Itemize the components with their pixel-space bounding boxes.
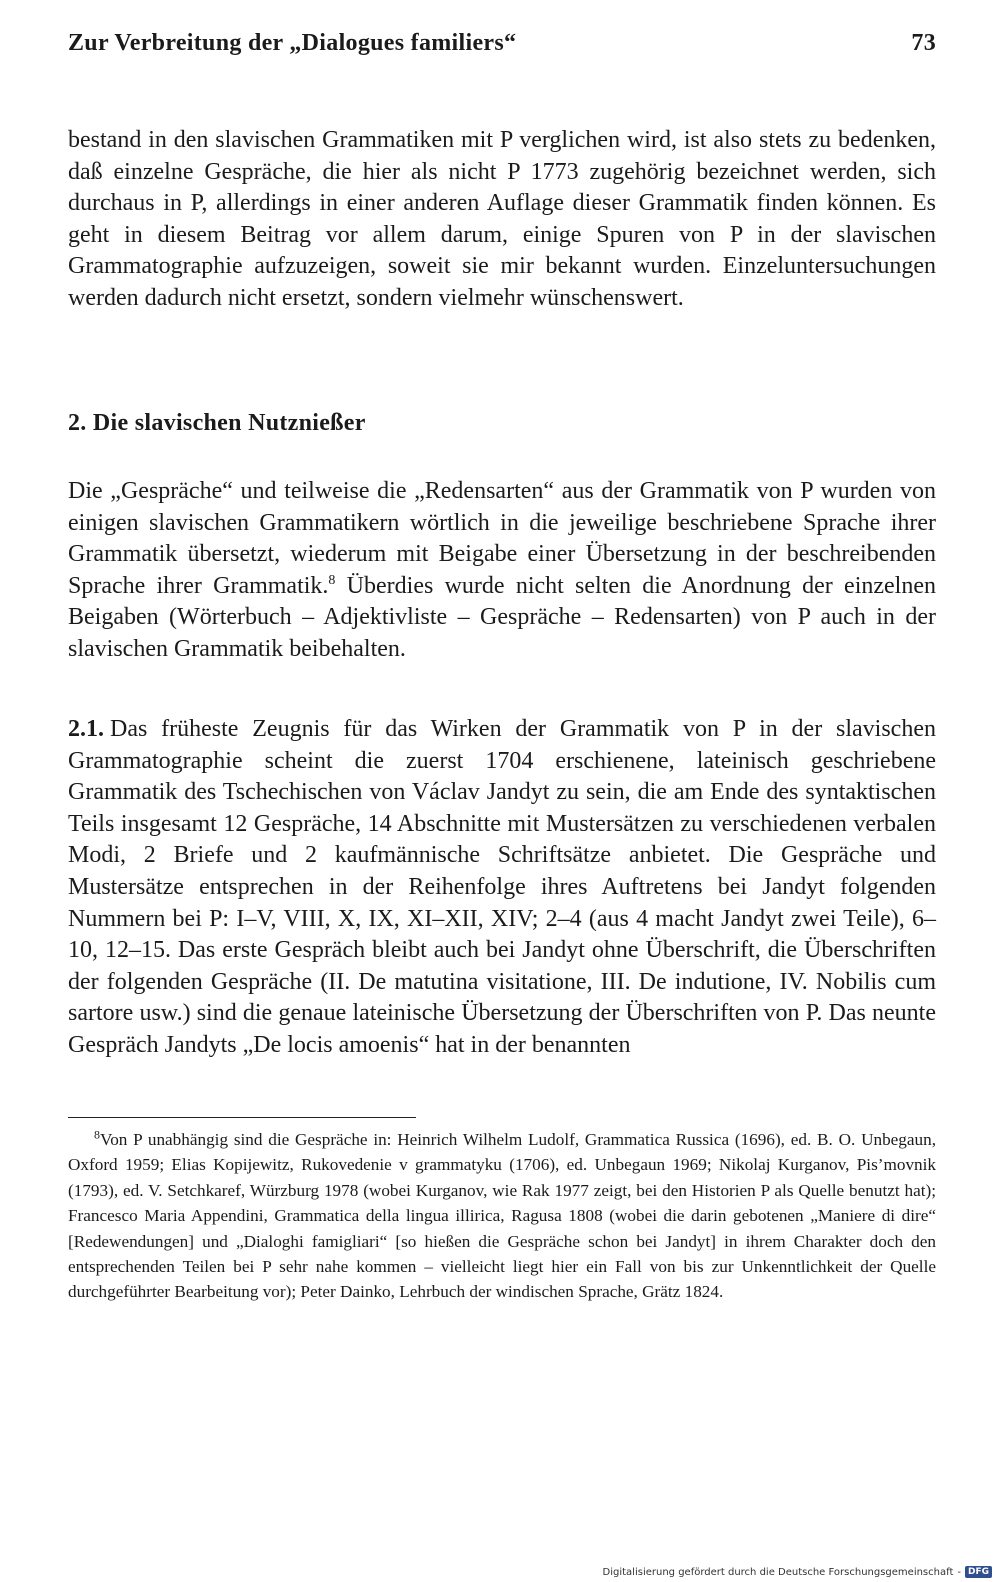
section-heading: 2. Die slavischen Nutznießer [68, 410, 366, 436]
page-number: 73 [911, 30, 936, 56]
digitization-credit: Digitalisierung gefördert durch die Deutsche Forschungsgemeinschaft - DFG [603, 1566, 992, 1578]
digitization-credit-text: Digitalisierung gefördert durch die Deutsche Forschungsgemeinschaft [602, 1566, 954, 1578]
paragraph-section-2-text: Die „Gespräche“ und teilweise die „Redensarten“ aus der Grammatik von P wurden von einigen slavischen Grammatikern wörtlich in die jeweilige beschriebene Sprache ihrer Grammatik übersetzt, wiederum mit Beigabe einer Übersetzung in der beschreibenden Sprache ihrer Grammatik. [68, 478, 936, 599]
dfg-logo: DFG [965, 1566, 992, 1578]
paragraph-section-2-1 [68, 714, 936, 1062]
paragraph-section-2-text-continued: Überdies wurde nicht selten die Anordnung der einzelnen Beigaben (Wörterbuch – Adjektivliste – Gespräche – Redensarten) von P auch in der slavischen Grammatik beibehalten. [68, 572, 936, 662]
footnote-reference: 8 [328, 572, 336, 588]
running-header [68, 30, 936, 57]
footnote-number: 8 [94, 1127, 100, 1142]
subsection-number: 2.1. [68, 716, 104, 742]
footnote-divider [68, 1117, 416, 1118]
footnote [68, 1127, 936, 1305]
paragraph-section-2-1-text: Das früheste Zeugnis für das Wirken der Grammatik von P in der slavischen Grammatographie scheint die zuerst 1704 erschienene, lateinisch geschriebene Grammatik des Tschechischen von Václav Jandyt zu sein, die am Ende des syntaktischen Teils insgesamt 12 Gespräche, 14 Abschnitte mit Mustersätzen zu verschiedenen verbalen Modi, 2 Briefe und 2 kaufmännische Schriftsätze anbietet. Die Gespräche und Mustersätze entsprechen in der Reihenfolge ihres Auftretens bei Jandyt folgenden Nummern bei P: I–V, VIII, X, IX, XI–XII, XIV; 2–4 (aus 4 macht Jandyt zwei Teile), 6–10, 12–15. Das erste Gespräch bleibt auch bei Jandyt ohne Überschrift, die Überschriften der folgenden Gespräche (II. De matutina visitatione, III. De indutione, IV. Nobilis cum sartore usw.) sind die genaue lateinische Übersetzung der Überschriften von P. Das neunte Gespräch Jandyts „De locis amoenis“ hat in der benannten [68, 716, 936, 1058]
running-title: Zur Verbreitung der „Dialogues familiers“ [68, 30, 517, 56]
paragraph-intro: bestand in den slavischen Grammatiken mit P verglichen wird, ist also stets zu bedenken, daß einzelne Gespräche, die hier als nicht P 1773 zugehörig bezeichnet werden, sich durchaus in P, allerdings in einer anderen Auflage dieser Grammatik finden können. Es geht in diesem Beitrag vor allem darum, einige Spuren von P in der slavischen Grammatographie aufzuzeigen, soweit sie mir bekannt wurden. Einzeluntersuchungen werden dadurch nicht ersetzt, sondern vielmehr wünschenswert. [68, 127, 936, 311]
paragraph-section-2 [68, 476, 936, 666]
footnote-text: Von P unabhängig sind die Gespräche in: Heinrich Wilhelm Ludolf, Grammatica Russica (1696), ed. B. O. Unbegaun, Oxford 1959; Elias Kopijewitz, Rukovedenie v grammatyku (1706), ed. Unbegaun 1969; Nikolaj Kurganov, Pis’movnik (1793), ed. V. Setchkaref, Würzburg 1978 (wobei Kurganov, wie Rak 1977 zeigt, bei den Historien P als Quelle benutzt hat); Francesco Maria Appendini, Grammatica della lingua illirica, Ragusa 1808 (wobei die darin gebotenen „Maniere di dire“ [Redewendungen] und „Dialoghi famigliari“ [so hießen die Gespräche schon bei Jandyt] in ihrem Charakter doch den entsprechenden Teilen bei P sehr nahe kommen – vielleicht liegt hier ein Fall von bis zur Unkenntlichkeit der Quelle durchgeführter Bearbeitung vor); Peter Dainko, Lehrbuch der windischen Sprache, Grätz 1824. [68, 1130, 936, 1302]
